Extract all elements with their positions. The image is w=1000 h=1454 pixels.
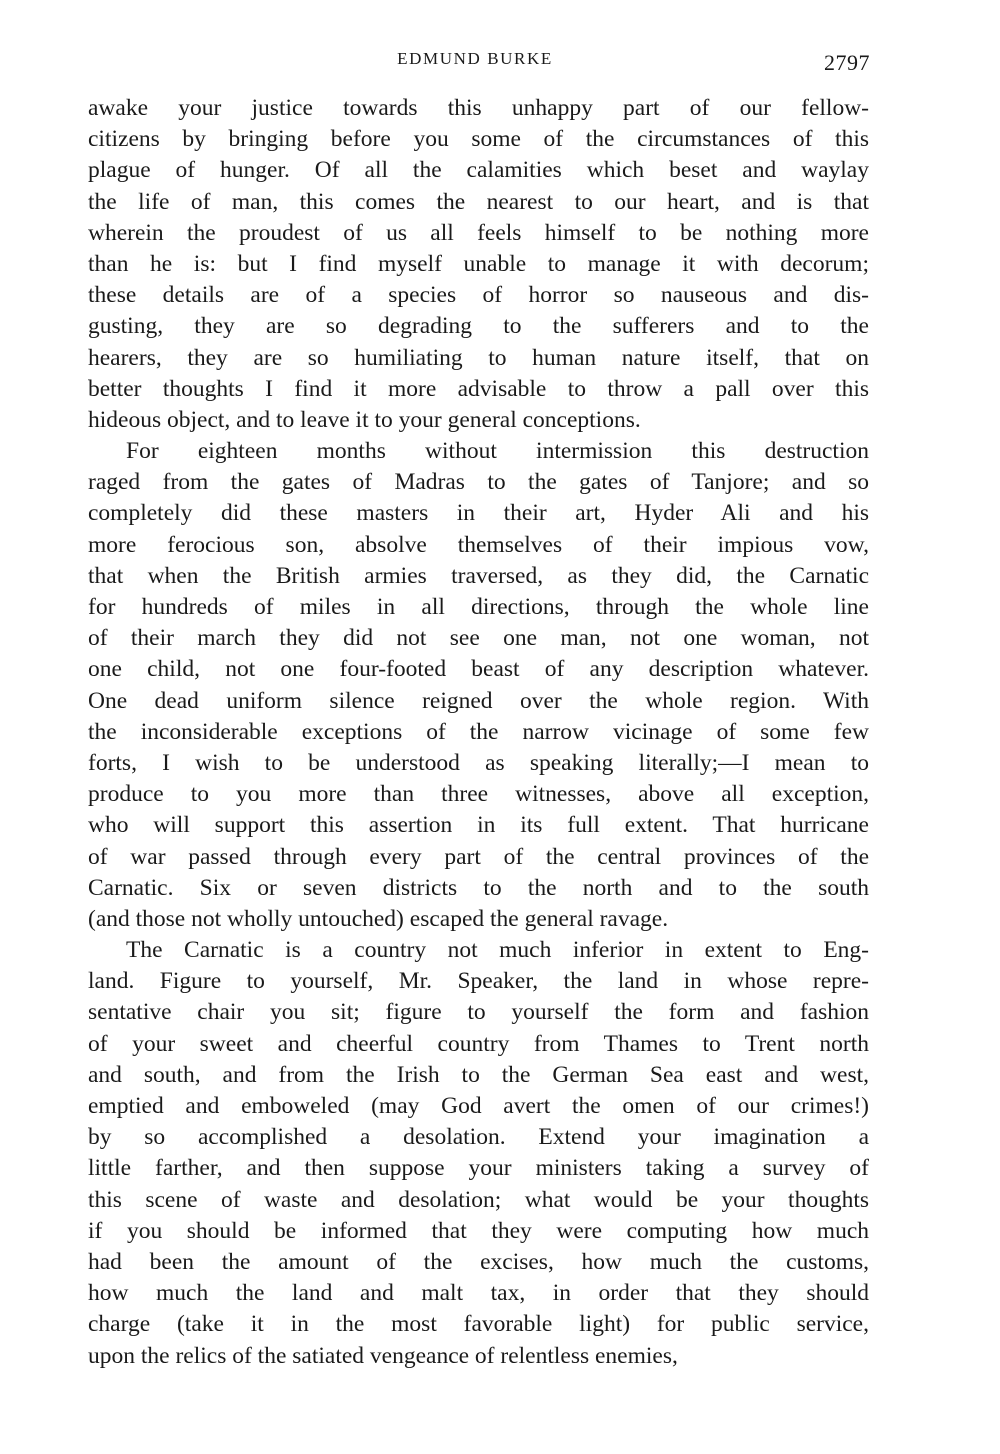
text-line: gusting, they are so degrading to the sufferers and to the bbox=[88, 313, 869, 340]
text-line: the life of man, this comes the nearest to our heart, and is that bbox=[88, 188, 869, 215]
text-line: land. Figure to yourself, Mr. Speaker, the land in whose repre- bbox=[88, 968, 869, 995]
text-line: how much the land and malt tax, in order that they should bbox=[88, 1280, 869, 1307]
text-line: completely did these masters in their art, Hyder Ali and his bbox=[88, 500, 869, 527]
text-line: and south, and from the Irish to the German Sea east and west, bbox=[88, 1061, 869, 1088]
text-line: One dead uniform silence reigned over the whole region. With bbox=[88, 687, 869, 714]
paragraph bbox=[88, 93, 869, 436]
text-line: Carnatic. Six or seven districts to the north and to the south bbox=[88, 874, 869, 901]
text-line: the inconsiderable exceptions of the narrow vicinage of some few bbox=[88, 718, 869, 745]
text-line: The Carnatic is a country not much inferior in extent to Eng- bbox=[126, 937, 869, 964]
text-line: upon the relics of the satiated vengeance of relentless enemies, bbox=[88, 1342, 678, 1369]
text-line: sentative chair you sit; figure to yourself the form and fashion bbox=[88, 999, 869, 1026]
text-line: one child, not one four-footed beast of any description whatever. bbox=[88, 656, 869, 683]
text-line: raged from the gates of Madras to the gates of Tanjore; and so bbox=[88, 469, 869, 496]
text-line: charge (take it in the most favorable light) for public service, bbox=[88, 1311, 869, 1338]
page-number: 2797 bbox=[824, 50, 870, 75]
paragraph bbox=[88, 935, 869, 1372]
text-line: hearers, they are so humiliating to human nature itself, that on bbox=[88, 344, 869, 371]
text-line: produce to you more than three witnesses, above all exception, bbox=[88, 781, 869, 808]
text-line: who will support this assertion in its full extent. That hurricane bbox=[88, 812, 869, 839]
text-line: (and those not wholly untouched) escaped the general ravage. bbox=[88, 905, 669, 932]
text-line: this scene of waste and desolation; what would be your thoughts bbox=[88, 1186, 869, 1213]
running-title: EDMUND BURKE bbox=[397, 49, 553, 68]
text-line: of war passed through every part of the central provinces of the bbox=[88, 843, 869, 870]
text-line: than he is: but I find myself unable to manage it with decorum; bbox=[88, 250, 869, 277]
text-line: of their march they did not see one man, not one woman, not bbox=[88, 625, 869, 652]
paragraph bbox=[88, 436, 869, 935]
text-line: wherein the proudest of us all feels himself to be nothing more bbox=[88, 219, 869, 246]
text-line: For eighteen months without intermission this destruction bbox=[126, 438, 869, 465]
text-line: of your sweet and cheerful country from Thames to Trent north bbox=[88, 1030, 869, 1057]
text-line: forts, I wish to be understood as speaking literally;—I mean to bbox=[88, 749, 869, 776]
text-line: emptied and emboweled (may God avert the omen of our crimes!) bbox=[88, 1093, 869, 1119]
text-line: better thoughts I find it more advisable to throw a pall over this bbox=[88, 375, 869, 402]
text-line: had been the amount of the excises, how much the customs, bbox=[88, 1248, 869, 1275]
text-line: little farther, and then suppose your ministers taking a survey of bbox=[88, 1155, 869, 1182]
text-line: hideous object, and to leave it to your general conceptions. bbox=[88, 406, 641, 433]
text-line: plague of hunger. Of all the calamities which beset and waylay bbox=[88, 157, 869, 184]
running-head bbox=[0, 46, 1000, 76]
text-line: more ferocious son, absolve themselves of their impious vow, bbox=[88, 531, 869, 558]
text-line: awake your justice towards this unhappy part of our fellow- bbox=[88, 95, 869, 121]
text-line: by so accomplished a desolation. Extend your imagination a bbox=[88, 1124, 869, 1151]
text-line: if you should be informed that they were computing how much bbox=[88, 1217, 869, 1244]
text-line: for hundreds of miles in all directions, through the whole line bbox=[88, 594, 869, 620]
text-line: these details are of a species of horror so nauseous and dis- bbox=[88, 282, 869, 309]
text-line: citizens by bringing before you some of the circumstances of this bbox=[88, 126, 869, 153]
text-line: that when the British armies traversed, as they did, the Carnatic bbox=[88, 562, 869, 589]
body-text bbox=[88, 93, 869, 1372]
